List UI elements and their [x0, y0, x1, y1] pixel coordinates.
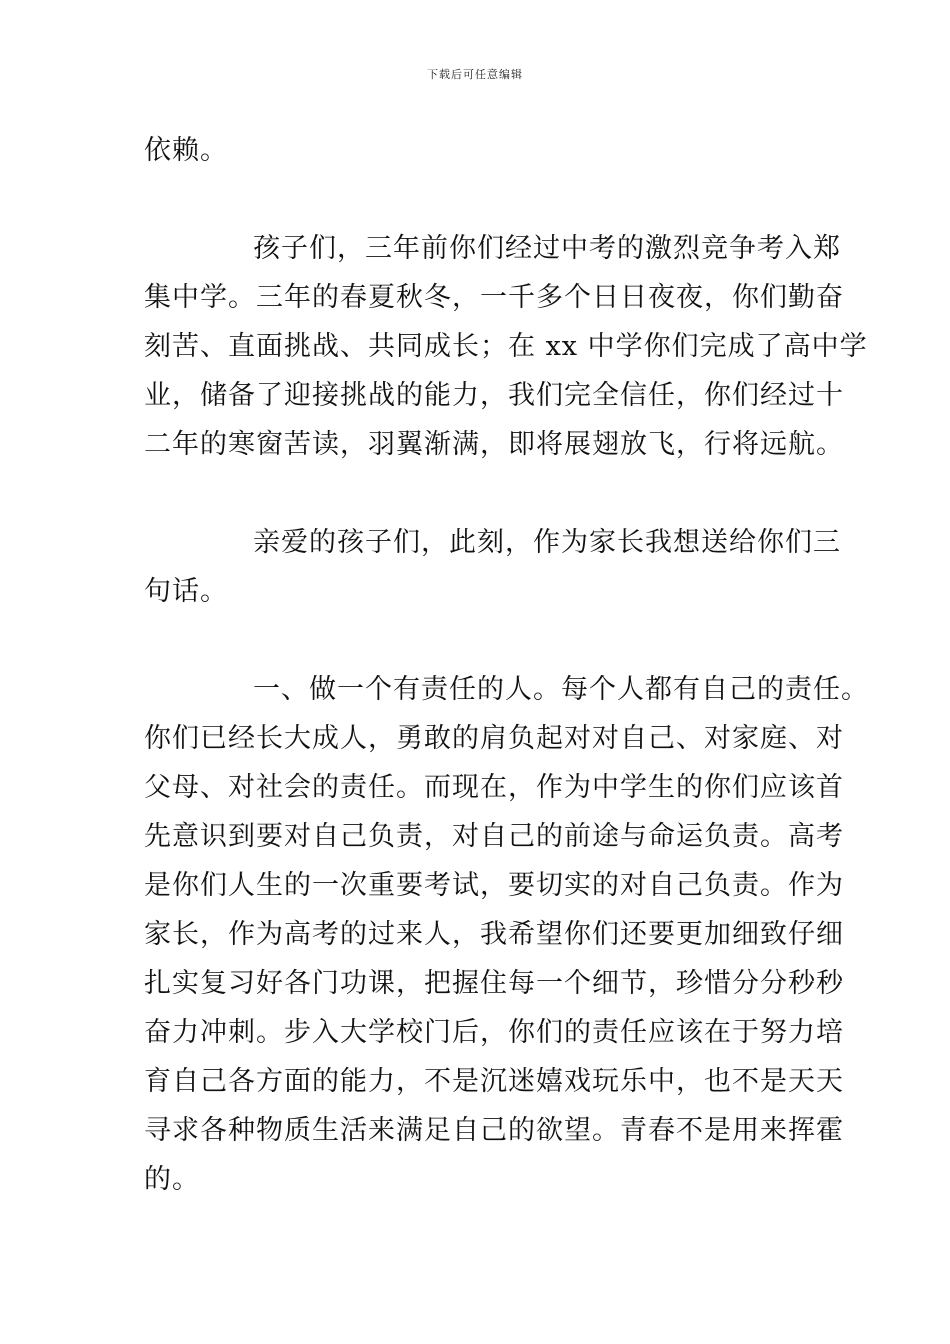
paragraph-line: 寻求各种物质生活来满足自己的欲望。青春不是用来挥霍 [144, 1115, 844, 1146]
document-body [144, 126, 869, 1204]
paragraph-line: 奋力冲刺。步入大学校门后，你们的责任应该在于努力培 [144, 1017, 844, 1048]
paragraph-line: 育自己各方面的能力，不是沉迷嬉戏玩乐中，也不是天天 [144, 1066, 844, 1097]
paragraph-line: 孩子们，三年前你们经过中考的激烈竞争考入郑 [253, 233, 841, 264]
paragraph-line: 刻苦、直面挑战、共同成长；在 xx 中学你们完成了高中学 [144, 331, 868, 362]
paragraph-line: 二年的寒窗苦读，羽翼渐满，即将展翅放飞，行将远航。 [144, 429, 844, 460]
paragraph-line: 依赖。 [144, 135, 228, 166]
paragraph-spacer [144, 175, 824, 224]
paragraph-line: 业，储备了迎接挑战的能力，我们完全信任，你们经过十 [144, 380, 844, 411]
paragraph-line: 是你们人生的一次重要考试，要切实的对自己负责。作为 [144, 870, 844, 901]
paragraph-spacer [144, 469, 824, 518]
paragraph-spacer [144, 616, 824, 665]
paragraph-line: 家长，作为高考的过来人，我希望你们还要更加细致仔细 [144, 919, 844, 950]
paragraph-line: 一、做一个有责任的人。每个人都有自己的责任。 [253, 674, 869, 705]
paragraph-3 [144, 518, 841, 616]
paragraph-line: 句话。 [144, 576, 228, 607]
paragraph-line: 集中学。三年的春夏秋冬，一千多个日日夜夜，你们勤奋 [144, 282, 844, 313]
paragraph-line: 的。 [144, 1164, 200, 1195]
paragraph-line: 扎实复习好各门功课，把握住每一个细节，珍惜分分秒秒 [144, 968, 844, 999]
paragraph-line: 先意识到要对自己负责，对自己的前途与命运负责。高考 [144, 821, 844, 852]
paragraph-line: 亲爱的孩子们，此刻，作为家长我想送给你们三 [253, 527, 841, 558]
paragraph-4 [144, 665, 869, 1204]
paragraph-2 [144, 224, 868, 469]
paragraph-line: 你们已经长大成人，勇敢的肩负起对对自己、对家庭、对 [144, 723, 844, 754]
page-header: 下载后可任意编辑 [427, 68, 523, 81]
paragraph-line: 父母、对社会的责任。而现在，作为中学生的你们应该首 [144, 772, 844, 803]
paragraph-1 [144, 126, 824, 175]
